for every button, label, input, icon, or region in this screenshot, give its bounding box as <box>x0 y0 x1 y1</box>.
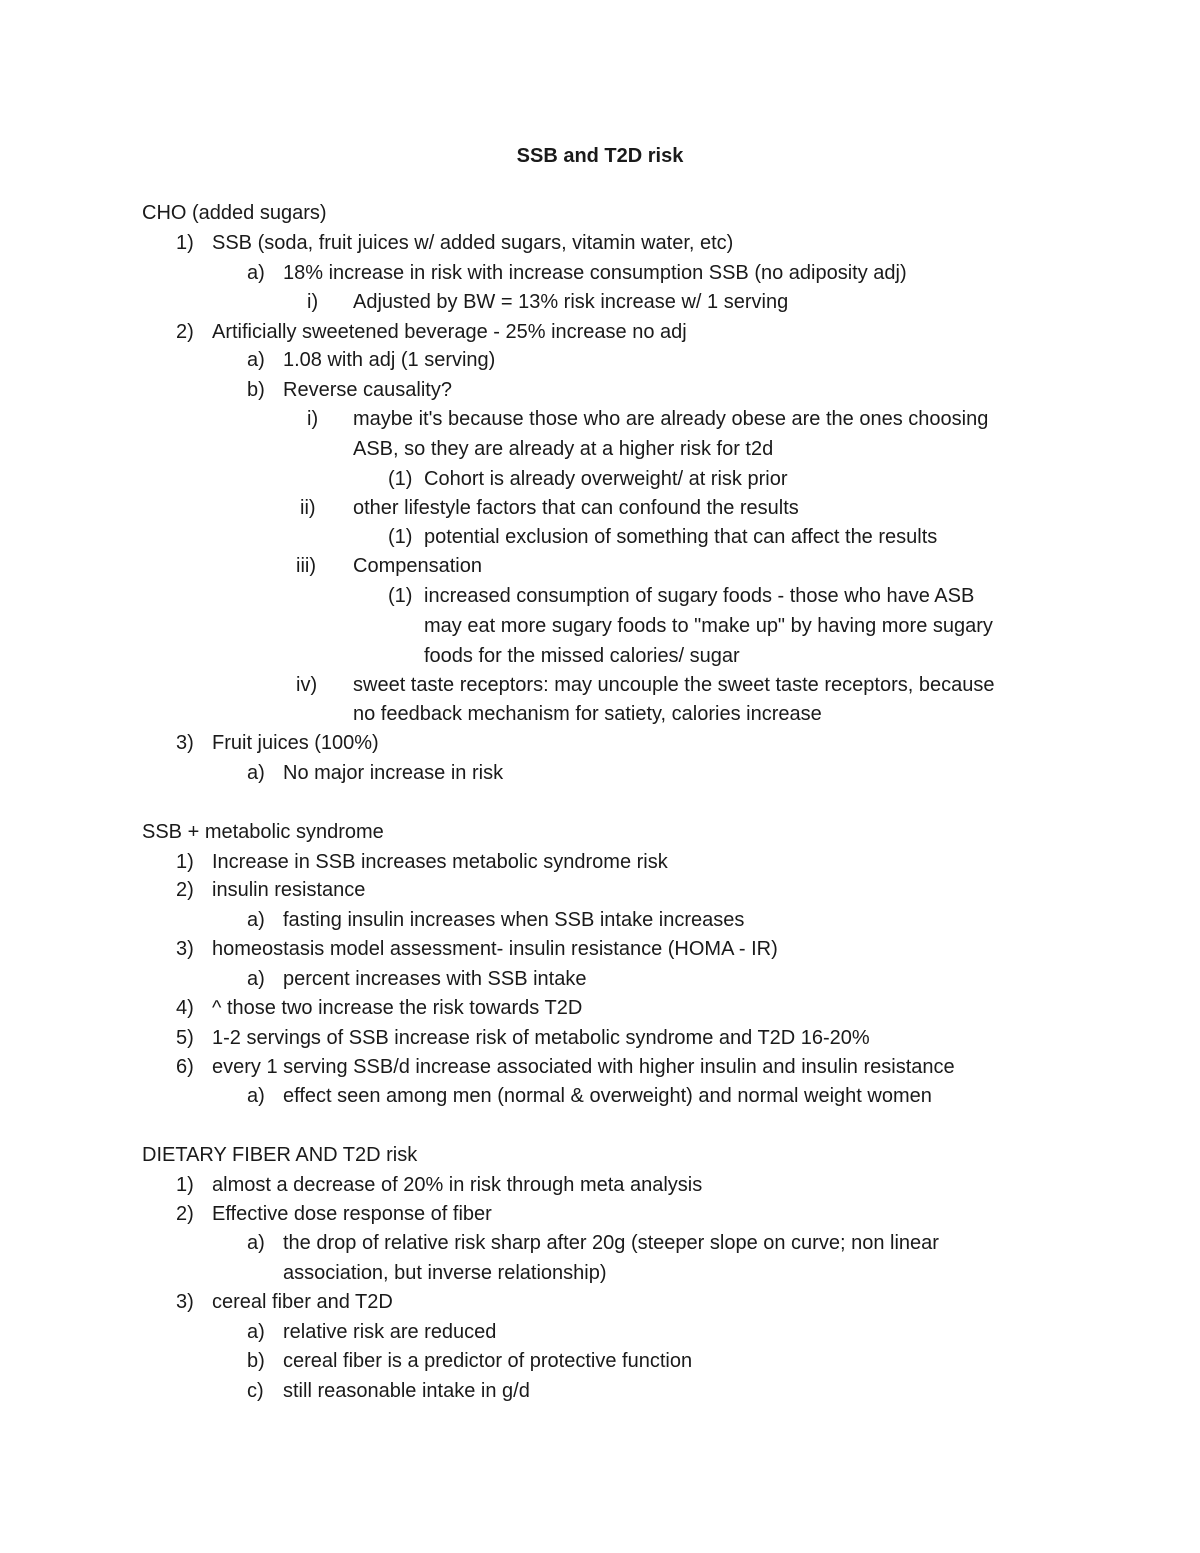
list-marker: i) <box>307 291 319 313</box>
list-marker: i) <box>307 408 319 430</box>
list-marker: 1) <box>176 1174 194 1196</box>
list-marker: 2) <box>176 879 194 901</box>
line-text: insulin resistance <box>212 879 366 901</box>
list-marker: 1) <box>176 232 194 254</box>
line-text: Fruit juices (100%) <box>212 732 379 754</box>
list-marker: a) <box>247 349 265 371</box>
line-text: ASB, so they are already at a higher risk for t2d <box>353 438 774 460</box>
list-marker: 2) <box>176 321 194 343</box>
line-text: effect seen among men (normal & overweight) and normal weight women <box>283 1085 932 1107</box>
line-text: Artificially sweetened beverage - 25% increase no adj <box>212 321 687 343</box>
line-text: still reasonable intake in g/d <box>283 1380 530 1402</box>
list-marker: 1) <box>176 851 194 873</box>
line-text: fasting insulin increases when SSB intake increases <box>283 909 745 931</box>
line-text: Compensation <box>353 555 482 577</box>
list-marker: 4) <box>176 997 194 1019</box>
list-marker: iii) <box>296 555 316 577</box>
line-text: homeostasis model assessment- insulin resistance (HOMA - IR) <box>212 938 778 960</box>
line-text: association, but inverse relationship) <box>283 1262 607 1284</box>
list-marker: 5) <box>176 1027 194 1049</box>
list-marker: 3) <box>176 938 194 960</box>
list-marker: (1) <box>388 526 413 548</box>
line-text: Cohort is already overweight/ at risk prior <box>424 468 788 490</box>
list-marker: a) <box>247 762 265 784</box>
line-text: No major increase in risk <box>283 762 504 784</box>
line-text: foods for the missed calories/ sugar <box>424 645 740 667</box>
line-text: ^ those two increase the risk towards T2D <box>212 997 583 1019</box>
line-text: cereal fiber is a predictor of protective function <box>283 1350 693 1372</box>
list-marker: 6) <box>176 1056 194 1078</box>
list-marker: a) <box>247 262 265 284</box>
list-marker: (1) <box>388 468 413 490</box>
list-marker: b) <box>247 1350 265 1372</box>
line-text: may eat more sugary foods to "make up" by having more sugary <box>424 615 993 637</box>
line-text: sweet taste receptors: may uncouple the sweet taste receptors, because <box>353 674 995 696</box>
line-text: maybe it's because those who are already obese are the ones choosing <box>353 408 989 430</box>
line-text: cereal fiber and T2D <box>212 1291 393 1313</box>
line-text: CHO (added sugars) <box>142 202 327 224</box>
line-text: no feedback mechanism for satiety, calories increase <box>353 703 822 725</box>
line-text: every 1 serving SSB/d increase associated with higher insulin and insulin resistance <box>212 1056 955 1078</box>
list-marker: a) <box>247 1321 265 1343</box>
list-marker: 3) <box>176 732 194 754</box>
line-text: potential exclusion of something that can affect the results <box>424 526 938 548</box>
list-marker: a) <box>247 968 265 990</box>
line-text: DIETARY FIBER AND T2D risk <box>142 1144 418 1166</box>
line-text: percent increases with SSB intake <box>283 968 587 990</box>
line-text: the drop of relative risk sharp after 20g (steeper slope on curve; non linear <box>283 1232 939 1254</box>
line-text: 18% increase in risk with increase consumption SSB (no adiposity adj) <box>283 262 907 284</box>
page-title: SSB and T2D risk <box>516 145 684 167</box>
line-text: other lifestyle factors that can confound the results <box>353 497 799 519</box>
line-text: SSB + metabolic syndrome <box>142 821 384 843</box>
list-marker: b) <box>247 379 265 401</box>
list-marker: 3) <box>176 1291 194 1313</box>
list-marker: c) <box>247 1380 264 1402</box>
list-marker: iv) <box>296 674 318 696</box>
line-text: SSB (soda, fruit juices w/ added sugars, vitamin water, etc) <box>212 232 734 254</box>
list-marker: ii) <box>300 497 316 519</box>
line-text: 1-2 servings of SSB increase risk of metabolic syndrome and T2D 16-20% <box>212 1027 870 1049</box>
list-marker: a) <box>247 1232 265 1254</box>
line-text: Effective dose response of fiber <box>212 1203 492 1225</box>
list-marker: a) <box>247 1085 265 1107</box>
line-text: almost a decrease of 20% in risk through meta analysis <box>212 1174 703 1196</box>
line-text: Adjusted by BW = 13% risk increase w/ 1 serving <box>353 291 789 313</box>
list-marker: a) <box>247 909 265 931</box>
line-text: Reverse causality? <box>283 379 452 401</box>
line-text: relative risk are reduced <box>283 1321 497 1343</box>
line-text: Increase in SSB increases metabolic syndrome risk <box>212 851 668 873</box>
list-marker: 2) <box>176 1203 194 1225</box>
list-marker: (1) <box>388 585 413 607</box>
line-text: 1.08 with adj (1 serving) <box>283 349 496 371</box>
line-text: increased consumption of sugary foods - those who have ASB <box>424 585 975 607</box>
